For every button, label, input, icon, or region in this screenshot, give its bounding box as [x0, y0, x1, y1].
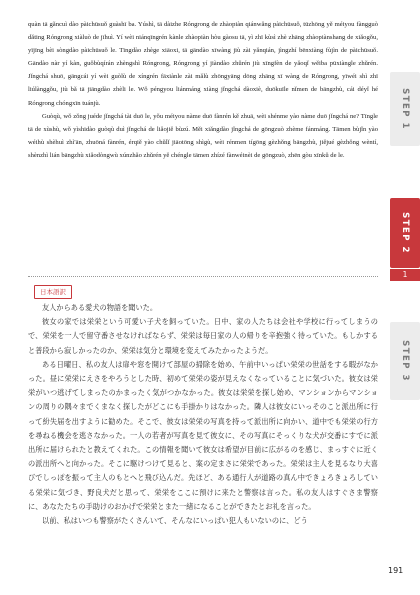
step-2-tab[interactable] [390, 198, 420, 268]
step-2-label: STEP 2 [400, 212, 410, 254]
pinyin-paragraph: Guòqù, wǒ zǒng juéde jǐngchá tài duō le, yǒu méiyou nàme duō fànrén kě zhuā, wèi shénme yào nàme duō jǐngchá ne? Tīngle tā de xùshù, wǒ yìshidào guòqù duì jǐngchá de liǎojiě bùzú. Měi xiǎngdào jǐngchá de gōngzuò zhème fánmáng. Tāmen bùjǐn yào wéihù shèhuì zhì'ān, zhuōná fànrén, érqiě yào chǔlǐ jiāotōng shìgù, wèi rénmen tígōng gèzhǒng bāngzhù, jiějué gèzhǒng wèntí, shènzhì lián bāngzhù xiǎodòngwù xúnzhǎo zhǔrén yě chéngle tāmen zhízé fànwéinèi de gōngzuò, zhēn gòu xīnkǔ de le. [28, 112, 378, 159]
section-divider [28, 276, 378, 277]
japanese-paragraph: 彼女の家では栄栄という可愛い子犬を飼っていた。日中、家の人たちは会社や学校に行ってしまうので、栄栄を一人で留守番させなければならず、栄栄は毎日家の人の帰りを辛抱強く待っていた。もしかすると普段から寂しかったのか、栄栄は気分と環境を変えてみたかったようだ。 [28, 317, 378, 355]
pinyin-text-block [28, 18, 378, 162]
step-3-tab[interactable] [390, 322, 420, 400]
step-1-tab[interactable] [390, 72, 420, 146]
step-sidebar [390, 0, 420, 595]
step-1-label: STEP 1 [400, 88, 410, 130]
step-3-label: STEP 3 [400, 340, 410, 382]
japanese-paragraph: ある日曜日、私の友人は扉や窓を開けて部屋の掃除を始め、午前中いっぱい栄栄の世話をする暇がなかった。昼に栄栄にえさをやろうとした時、初めて栄栄の姿が見えなくなっていることに気づいた。彼女は栄栄がいつ逃げてしまったのかまったく気がつかなかった。彼女は栄栄を探し始め、マンションからマンションの周りの隅々までくまなく探したがどこにも手掛かりはなかった。隣人は彼女にいっそのこと派出所に行って紛失届を出すように勧めた。そこで、彼女は栄栄の写真を持って派出所に向かい、道中でも栄栄の行方を尋ねる機会を逃さなかった。一人の若者が写真を見て彼女に、その写真にそっくりな犬が交番にすでに派出所に届けられたと教えてくれた。この情報を聞いて彼女は希望が目前に広がるのを感じ、まっすぐに近くの派出所へと向かった。そこに駆けつけて見ると、案の定まさに栄栄であった。栄栄は主人を見るなり大喜びでしっぽを振って主人のもとへと飛び込んだ。先ほど、ある通行人が道路の真ん中できょろきょろしている栄栄に気づき、野良犬だと思って、栄栄をここに預けに来たと警察は言った。私の友人はすぐさま警察に、あなたたちの手助けのおかげで栄栄とまた一緒になることができたとお礼を言った。 [28, 359, 378, 511]
page-number: 191 [388, 566, 404, 575]
japanese-paragraph: 友人からある愛犬の物語を聞いた。 [42, 303, 158, 312]
pinyin-paragraph: quàn tā gǎncuì dào pàichūsuǒ guàshī ba. Yúshì, tā dàizhe Róngrong de zhàopiàn qiánwǎng pàichūsuǒ, tūzhōng yě méiyou fàngguò dǎting Róngrong xiàluò de jīhuì. Yí wèi niánqīngrén kànle zhàopiàn hòu gàosu tā, yì zhī kùsì zhè zhāng zhàopiànshang de xiǎogǒu, yījīng bèi sòngdào pàichūsuǒ le. Tīngdào zhège xiāoxi, tā gāndào xīwàng jiù zài yǎnqián, jìngzhí bēnxiàng fùjìn de pàichūsuǒ. Gāndào nàr yí kàn, guǒbùqírán zhèngshì Róngrong, Róngrong yí jiàndào zhǔrén jiù xīngfèn de yǎoqǐ wěiba pūxiàngle zhǔrén. Jǐngchá shuō, gāngcái yí wèi guòlù de xíngrén fāxiànle zài mǎlù zhōngyāng dōng zhāng xī wàng de Róngrong, yīwéi shì zhī liúlànggǒu, jiù bǎ tā jiāngdào zhèli le. Wǒ péngyou liánmáng xiàng jǐngchá dàoxiè, duōkuīle nǐmen de bāngzhù, cái déyǐ hé Róngrong chóngxīn tuánjù. [28, 21, 378, 107]
japanese-paragraph: 以前、私はいつも警察がたくさんいて、そんなにいっぱい犯人もいないのに、どう [42, 516, 308, 526]
step-2-subsection-number: 1 [402, 270, 408, 279]
japanese-translation-block [28, 301, 378, 528]
translation-badge: 日本語訳 [34, 285, 72, 299]
step-2-subsection-marker [390, 268, 420, 281]
